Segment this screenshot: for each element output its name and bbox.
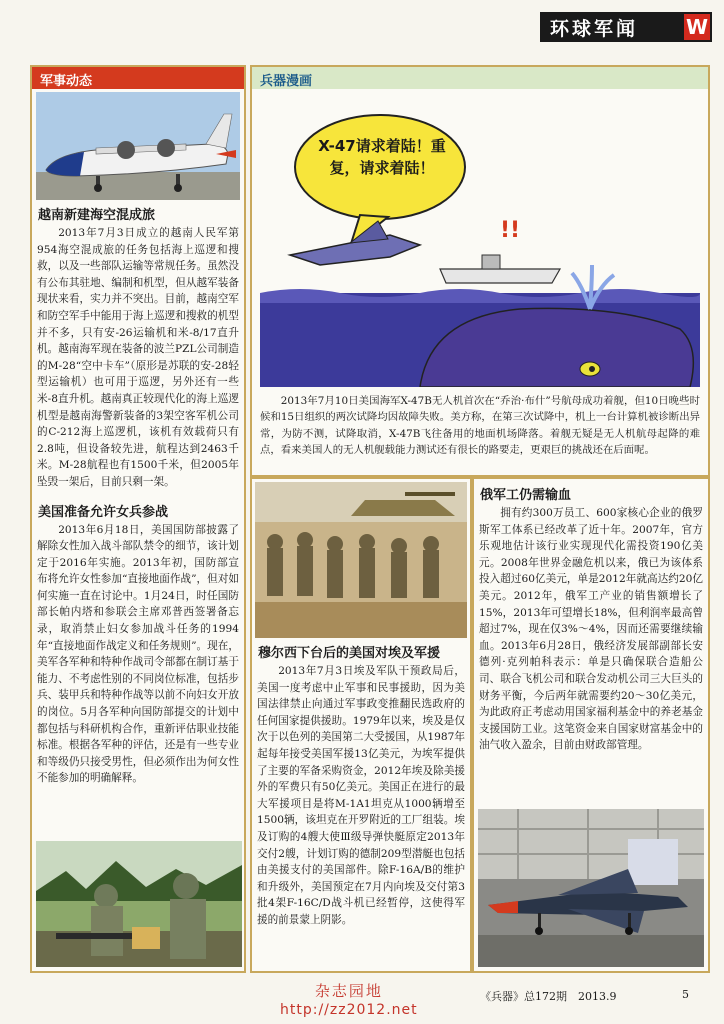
svg-text:!!: !!: [500, 218, 521, 243]
section-label-news: 军事动态: [32, 67, 244, 89]
article-title-women-combat: 美国准备允许女兵参战: [38, 504, 169, 520]
article-title-vietnam: 越南新建海空混成旅: [38, 208, 156, 223]
comic-caption: 2013年7月10日美国海军X-47B无人机首次在“乔治·布什”号航母成功着舰，但10日晚些时候和15日组织的两次试降均因故障失败。美方称，在第三次试降中，机上一台计算机被诊断出异常，为防不测，试降取消，X-47B飞往备用的地面机场降落。着舰无疑是无人机航母起降的难点，看来美国人的无人机舰载能力测试还有很长的路要走，更艰巨的挑战还在后面呢。: [260, 395, 700, 457]
article-title-russia: 俄军工仍需输血: [480, 488, 572, 503]
article-body-vietnam: 2013年7月3日成立的越南人民军第954海空混成旅的任务包括海上巡逻和搜救，以及一些部队运输等常规任务。虽然没有公布其驻地、编制和机型，但从越军装备现状来看，实力并不突出。目前，越南空军和防空军手中能用于海上巡逻和搜救的机型并不多，只有安-26运输机和米-8/17直升机。越南海军现在装备的波兰PZL公司制造的M-28“空中卡车”（原形是苏联的安-28轻型运输机）也可用于巡逻，另外还有一些米-8直升机。越南真正较现代化的海上巡逻机型是越南海警新装备的3架空客军机公司的C-212海上巡逻机，该机有效载荷只有2.8吨，但设备较先进，航程达到2463千米。M-28航程也有1500千米，但2005年坠毁一架后，目前只剩一架。: [37, 227, 239, 488]
egypt-article: [250, 477, 472, 973]
article-body-egypt: 2013年7月3日埃及军队干预政局后，美国一度考虑中止军事和民事援助，因为美国法律禁止向通过军事政变推翻民选政府的任何国家提供援助。1979年以来，埃及是仅次于以色列的美国第二大受援国，从1987年起每年接受美国军援13亿美元，为埃军提供了主要的军备采购资金，2012年埃及除美援外的军费只有50亿美元。美国正在进行的最大军援项目是将M-1A1坦克从1000辆增至1500辆，该坦克在开罗附近的工厂组装。埃及订购的4艘大使Ⅲ级导弹快艇原定2013年交付2艘，计划订购的德制209型潜艇也包括由美援支付的美国部件。除F-16A/B的维护和升级外，美国预定在7月内向埃及交付第3批4架F-16C/D战斗机已经暂停，这使得军援的前景蒙上阴影。: [257, 665, 465, 926]
masthead-w-badge: W: [685, 15, 709, 39]
section-label-comic: 兵器漫画: [252, 67, 708, 89]
patrol-aircraft-photo: [36, 92, 240, 200]
article-body-russia: 拥有约300万员工、600家核心企业的俄罗斯军工体系已经改革了近十年。2007年，官方乐观地估计该行业实现现代化需投资190亿美元。2008年世界金融危机以来，俄已为该体系投入超过60亿美元，单是2012年就高达约20亿美元。2012年，俄军工产业的销售额增长了15%，2013年可望增长18%，但利润率最高曾超过7%，现在仅3%～4%，因而还需要继续输血。2013年6月28日，俄经济发展部副部长安德列·克列帕科表示：单是只确保联合造船公司、联合飞机公司和联合发动机公司三大巨头的财务平衡，今后两年就需要约20～30亿美元，为此政府正考虑动用国家福利基金中的养老基金支援国防工业。这笔资金来自国家财富基金中的油气收入盈余，目前由财政部管理。: [479, 507, 703, 752]
news-column: [30, 65, 246, 973]
masthead: [540, 12, 712, 42]
article-body-women-combat: 2013年6月18日，美国国防部披露了解除女性加入战斗部队禁令的细节，该计划定于2016年实施。2013年初，国防部宣布将允许女性参加“直接地面作战”，但对如何实施一直在讨论中。1月24日，时任国防部长帕内塔和参联会主席邓普西签署备忘录，取消禁止妇女参加战斗任务的1994年“直接地面作战定义和任务规则”。现在，美军各军种和特种作战司令部都在制订基于能力、不考虑性别的不同岗位标准，包括步兵、装甲兵和特种作战等以前不向妇女开放的岗位。5月各军种向国防部提交的计划中都包括与科研机构合作，重新评估职业技能标准。根据各军种的评估，还是有一些专业和等级仍只接受男性，但必须作出为何女性不能参加的明确解释。: [37, 523, 239, 785]
russia-article: [472, 477, 710, 973]
footer-site: [280, 980, 418, 1018]
footer-site-name: 杂志园地: [314, 982, 383, 1000]
comic-speech-text: X-47请求着陆！重复，请求着陆！: [318, 137, 446, 177]
hangar-aircraft-photo: [478, 809, 704, 967]
female-soldiers-photo: [36, 841, 242, 967]
footer-site-url[interactable]: http://zz2012.net: [280, 1002, 418, 1018]
weapon-comic-panel: [250, 65, 710, 477]
egypt-troops-photo: [255, 482, 467, 638]
footer-issue: 《兵器》总172期 2013.9: [480, 990, 617, 1003]
article-title-egypt: 穆尔西下台后的美国对埃及军援: [258, 646, 441, 661]
masthead-title: 环球军闻: [550, 17, 639, 40]
page-number: 5: [682, 988, 689, 1001]
